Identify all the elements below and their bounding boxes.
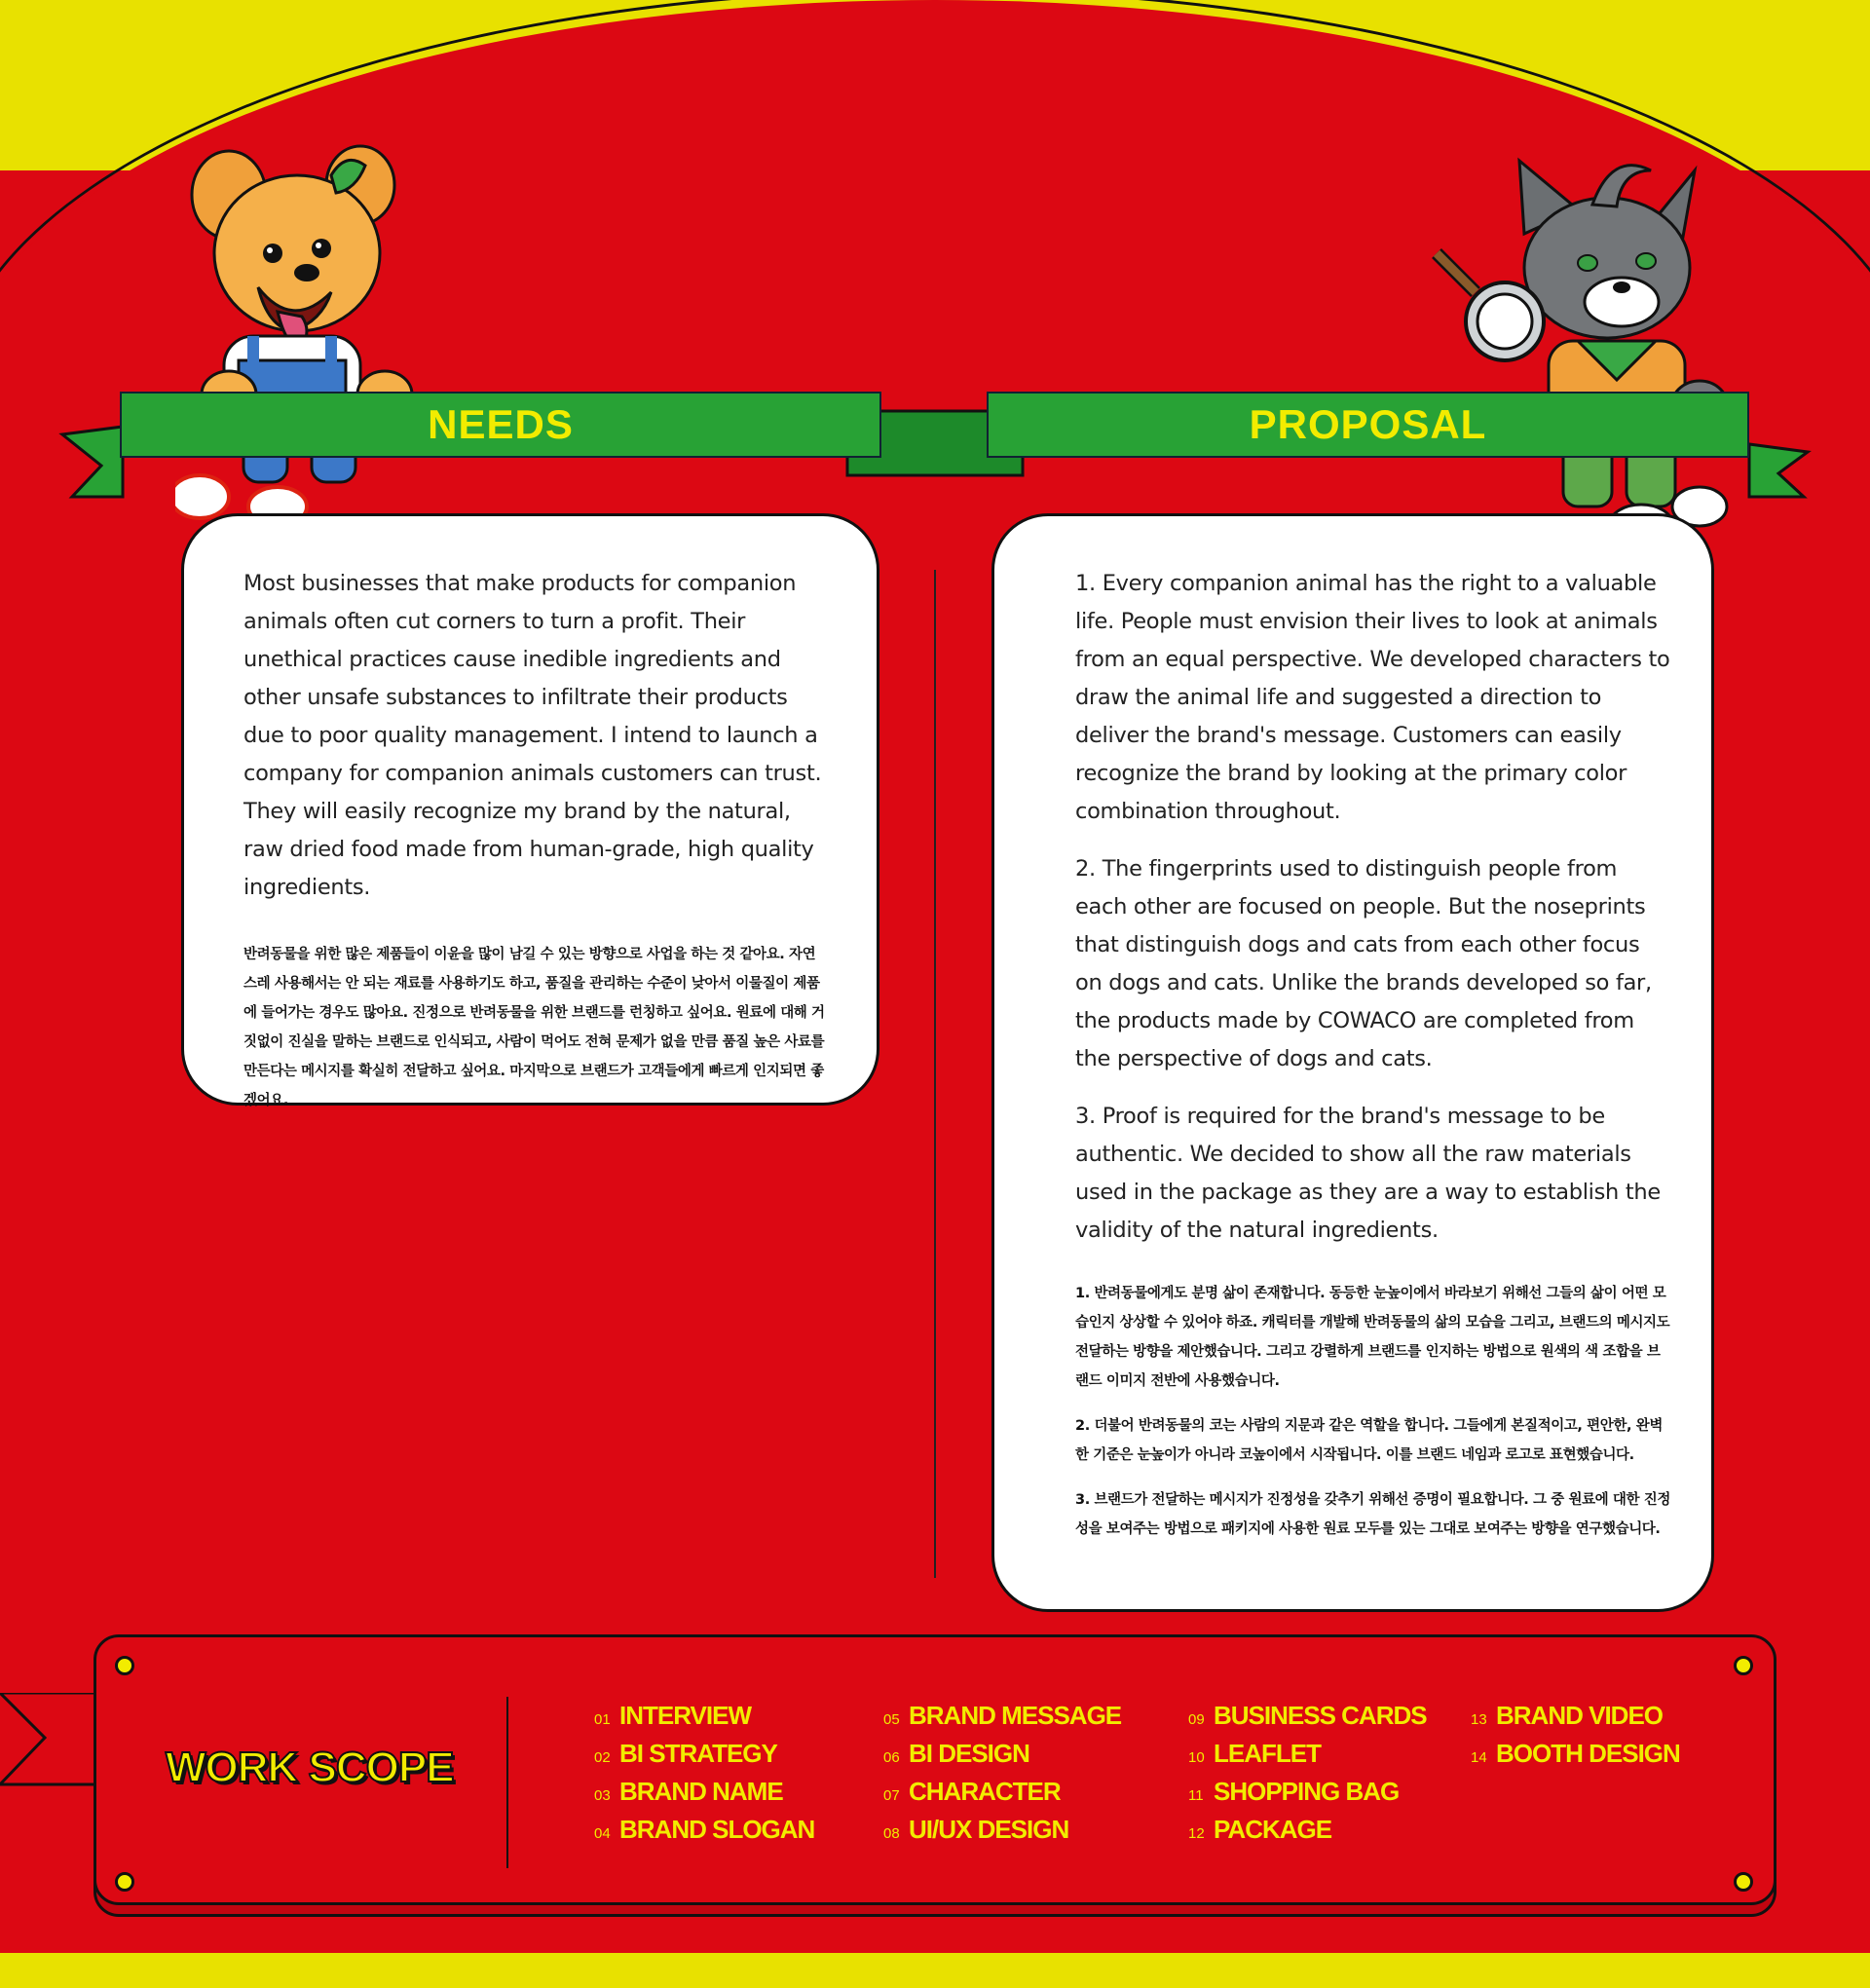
proposal-ribbon [987, 392, 1749, 458]
item-label: PACKAGE [1214, 1815, 1332, 1844]
item-label: LEAFLET [1214, 1739, 1321, 1768]
board-flag-tail [0, 1693, 97, 1790]
bolt-icon [1734, 1872, 1753, 1892]
needs-body-en: Most businesses that make products for companion animals often cut corners to turn a profit. Their unethical practices cause inedible ingredients and other unsafe substances to infiltrate their products due to poor quality management. I intend to launch a company for companion animals customers can trust. They will easily recognize my brand by the natural, raw dried food made from human-grade, high quality ingredients. [243, 571, 822, 900]
workscope-item [883, 1815, 1121, 1853]
item-number: 11 [1188, 1787, 1204, 1804]
needs-card [181, 513, 879, 1106]
item-number: 01 [594, 1711, 611, 1728]
workscope-item [594, 1815, 814, 1853]
needs-body-ko: 반려동물을 위한 많은 제품들이 이윤을 많이 남길 수 있는 방향으로 사업을 하는 것 같아요. 자연스레 사용해서는 안 되는 재료를 사용하기도 하고, 품질을 관리하는 수준이 낮아서 이물질이 제품에 들어가는 경우도 많아요. 진정으로 반려동물을 위한 브랜드를 런칭하고 싶어요. 원료에 대해 거짓없이 진실을 말하는 브랜드로 인식되고, 사람이 먹어도 전혀 문제가 없을 만큼 품질 높은 사료를 만든다는 메시지를 확실히 전달하고 싶어요. 마지막으로 브랜드가 고객들에게 빠르게 인지되면 좋겠어요. [243, 947, 825, 1108]
item-label: BI DESIGN [909, 1739, 1029, 1768]
workscope-item [1188, 1777, 1427, 1815]
item-label: BRAND SLOGAN [619, 1815, 815, 1844]
needs-title: NEEDS [428, 401, 574, 447]
item-number: 07 [883, 1787, 900, 1804]
item-label: BRAND VIDEO [1496, 1701, 1664, 1730]
item-label: BRAND NAME [619, 1777, 783, 1806]
item-label: INTERVIEW [619, 1701, 751, 1730]
item-label: BI STRATEGY [619, 1739, 777, 1768]
item-label: BRAND MESSAGE [909, 1701, 1122, 1730]
item-number: 04 [594, 1825, 611, 1842]
workscope-column-4 [1471, 1701, 1680, 1777]
proposal-title: PROPOSAL [1249, 401, 1487, 447]
item-label: CHARACTER [909, 1777, 1061, 1806]
workscope-item [594, 1739, 814, 1777]
bolt-icon [1734, 1656, 1753, 1675]
workscope-item [1188, 1815, 1427, 1853]
item-number: 10 [1188, 1749, 1205, 1766]
proposal-card [991, 513, 1714, 1612]
item-number: 14 [1471, 1749, 1487, 1766]
workscope-item [1471, 1701, 1680, 1739]
workscope-item [1188, 1701, 1427, 1739]
bolt-icon [115, 1656, 134, 1675]
item-number: 12 [1188, 1825, 1205, 1842]
proposal-point-3-ko: 3. 브랜드가 전달하는 메시지가 진정성을 갖추기 위해선 증명이 필요합니다. 그 중 원료에 대한 진정성을 보여주는 방법으로 패키지에 사용한 원료 모두를 있는 그대로 보여주는 방향을 연구했습니다. [1075, 1492, 1671, 1537]
workscope-item [883, 1701, 1121, 1739]
workscope-item [1188, 1739, 1427, 1777]
workscope-item [1471, 1739, 1680, 1777]
item-number: 05 [883, 1711, 900, 1728]
item-number: 06 [883, 1749, 900, 1766]
proposal-point-3-en: 3. Proof is required for the brand's message to be authentic. We decided to show all the raw materials used in the package as they are a way to establish the validity of the natural ingredients. [1075, 1104, 1661, 1243]
workscope-column-2 [883, 1701, 1121, 1853]
workscope-column-3 [1188, 1701, 1427, 1853]
workscope-column-1 [594, 1701, 814, 1853]
proposal-point-2-ko: 2. 더불어 반려동물의 코는 사람의 지문과 같은 역할을 합니다. 그들에게 본질적이고, 편안한, 완벽한 기준은 눈높이가 아니라 코높이에서 시작됩니다. 이를 브랜드 네임과 로고로 표현했습니다. [1075, 1418, 1663, 1463]
workscope-item [594, 1701, 814, 1739]
item-number: 09 [1188, 1711, 1205, 1728]
bolt-icon [115, 1872, 134, 1892]
workscope-item [594, 1777, 814, 1815]
item-number: 03 [594, 1787, 611, 1804]
item-number: 08 [883, 1825, 900, 1842]
workscope-title: WORK SCOPE [166, 1744, 454, 1791]
item-label: BUSINESS CARDS [1214, 1701, 1427, 1730]
workscope-separator [506, 1697, 508, 1868]
proposal-point-2-en: 2. The fingerprints used to distinguish people from each other are focused on people. But the noseprints that distinguish dogs and cats from each other focus on dogs and cats. Unlike the brands developed so far, the products made by COWACO are completed from the perspective of dogs and cats. [1075, 856, 1652, 1071]
center-divider [934, 570, 936, 1578]
item-label: BOOTH DESIGN [1496, 1739, 1680, 1768]
needs-ribbon [120, 392, 881, 458]
item-label: UI/UX DESIGN [909, 1815, 1069, 1844]
proposal-point-1-ko: 1. 반려동물에게도 분명 삶이 존재합니다. 동등한 눈높이에서 바라보기 위해선 그들의 삶이 어떤 모습인지 상상할 수 있어야 하죠. 캐릭터를 개발해 반려동물의 삶의 모습을 그리고, 브랜드의 메시지도 전달하는 방향을 제안했습니다. 그리고 강렬하게 브랜드를 인지하는 방법으로 원색의 색 조합을 브랜드 이미지 전반에 사용했습니다. [1075, 1286, 1670, 1389]
proposal-point-1-en: 1. Every companion animal has the right to a valuable life. People must envision their lives to look at animals from an equal perspective. We developed characters to draw the animal life and suggested a direction to deliver the brand's message. Customers can easily recognize the brand by looking at the primary color combination throughout. [1075, 571, 1670, 824]
item-label: SHOPPING BAG [1214, 1777, 1400, 1806]
item-number: 02 [594, 1749, 611, 1766]
workscope-item [883, 1739, 1121, 1777]
workscope-item [883, 1777, 1121, 1815]
item-number: 13 [1471, 1711, 1487, 1728]
